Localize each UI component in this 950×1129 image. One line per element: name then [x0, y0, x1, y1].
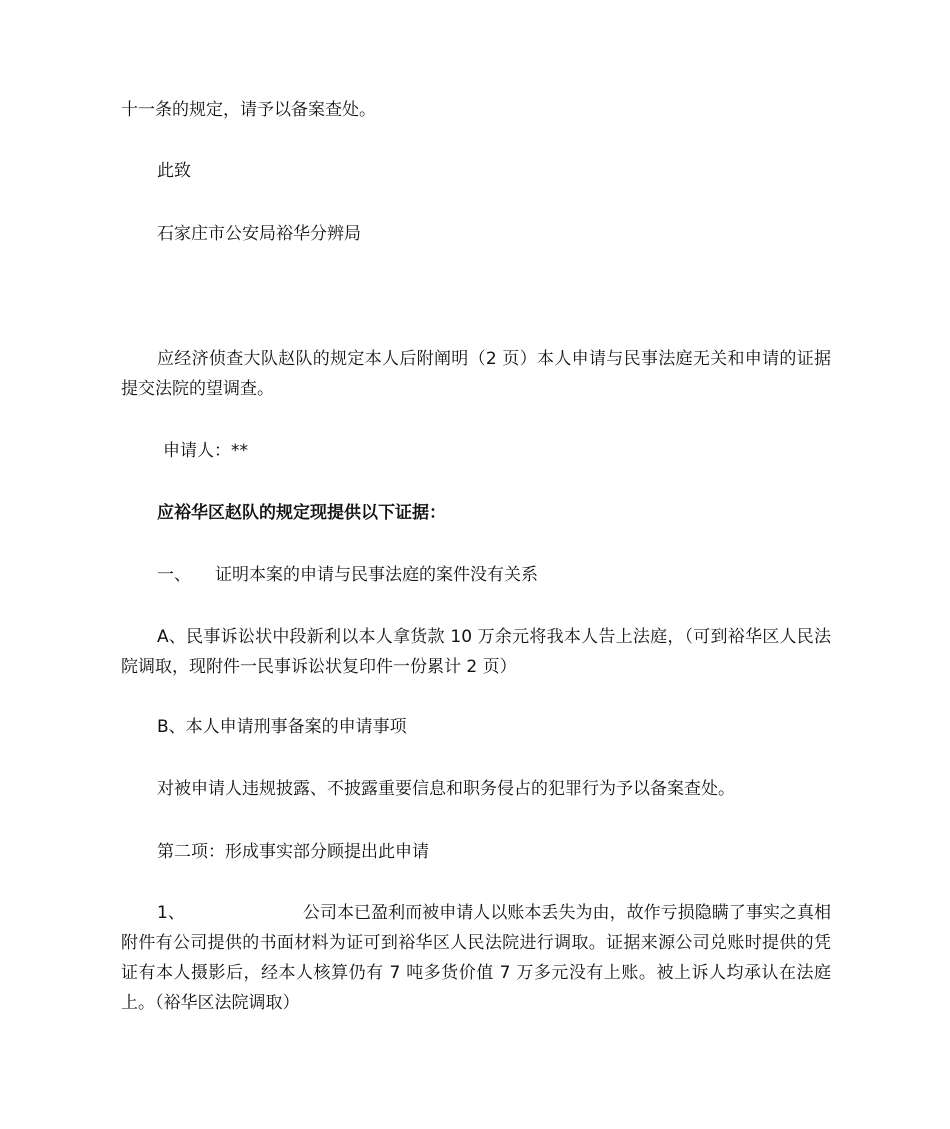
continued-text-line: 十一条的规定，请予以备案查处。	[121, 100, 376, 120]
evidence-heading: 应裕华区赵队的规定现提供以下证据：	[157, 503, 446, 523]
item-b: B、本人申请刑事备案的申请事项	[157, 717, 407, 737]
section-2-heading: 第二项：形成事实部分顾提出此申请	[157, 842, 429, 862]
item-1	[121, 898, 831, 1018]
salutation: 此致	[157, 161, 191, 181]
recipient: 石家庄市公安局裕华分辨局	[157, 224, 361, 244]
applicant-line: 申请人：**	[163, 441, 248, 461]
section-1-title: 证明本案的申请与民事法庭的案件没有关系	[215, 565, 538, 585]
item-1-number: 1、	[157, 903, 185, 923]
section-1-number: 一、	[157, 565, 191, 585]
supplement-paragraph: 应经济侦查大队赵队的规定本人后附阐明（2 页）本人申请与民事法庭无关和申请的证据提交法院的望调查。	[121, 349, 831, 399]
item-1-text: 公司本已盈利而被申请人以账本丢失为由，故作亏损隐瞒了事实之真相附件有公司提供的书面材料为证可到裕华区人民法院进行调取。证据来源公司兑账时提供的凭证有本人摄影后，经本人核算仍有 7 吨多货价值 7 万多元没有上账。被上诉人均承认在法庭上。（裕华区法院调取）	[121, 903, 831, 1013]
section-1-heading	[157, 560, 867, 590]
item-a: A、民事诉讼状中段新利以本人拿货款 10 万余元将我本人告上法庭，（可到裕华区人民法院调取，现附件一民事诉讼状复印件一份累计 2 页）	[121, 627, 831, 677]
item-b-detail: 对被申请人违规披露、不披露重要信息和职务侵占的犯罪行为予以备案查处。	[157, 779, 735, 799]
